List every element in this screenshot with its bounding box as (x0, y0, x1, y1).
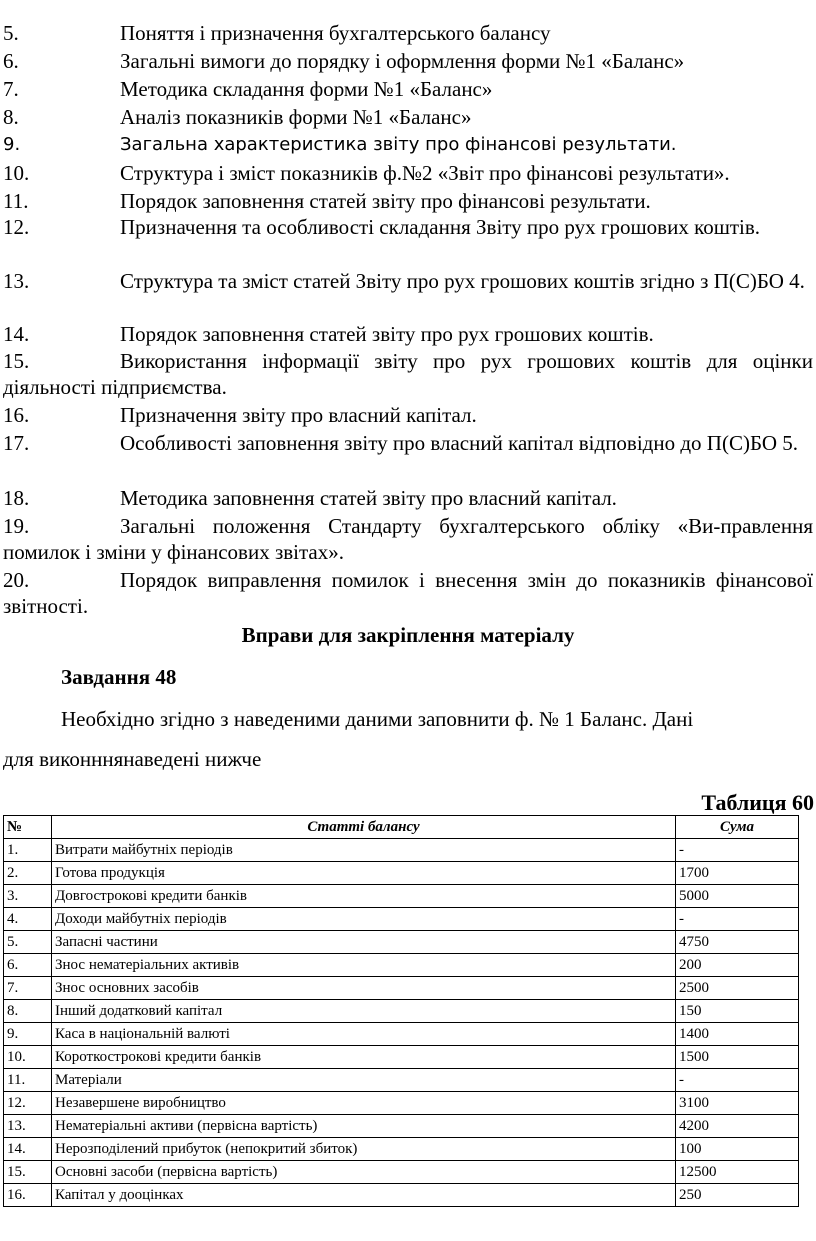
item-text: Загальні положення Стандарту бухгалтерського обліку «Ви-правлення помилок і зміни у фінансових звітах». (3, 514, 813, 564)
item-text: Методика заповнення статей звіту про власний капітал. (120, 486, 617, 510)
list-item (3, 513, 813, 565)
row-item: Основні засоби (первісна вартість) (52, 1161, 676, 1184)
row-sum: 1700 (676, 862, 799, 885)
table-row (4, 1161, 799, 1184)
item-number: 11. (3, 189, 29, 213)
list-item (3, 321, 813, 347)
item-text: Методика складання форми №1 «Баланс» (120, 77, 493, 101)
row-sum: 1500 (676, 1046, 799, 1069)
row-item: Довгострокові кредити банків (52, 885, 676, 908)
item-text: Структура та зміст статей Звіту про рух грошових коштів згідно з П(С)БО 4. (120, 269, 805, 293)
row-item: Короткострокові кредити банків (52, 1046, 676, 1069)
row-item: Незавершене виробництво (52, 1092, 676, 1115)
row-item: Знос нематеріальних активів (52, 954, 676, 977)
table-row (4, 839, 799, 862)
table-row (4, 1092, 799, 1115)
table-row (4, 862, 799, 885)
item-text: Порядок заповнення статей звіту про фінансові результати. (120, 189, 651, 213)
table-row (4, 977, 799, 1000)
list-item (3, 160, 813, 186)
item-text: Структура і зміст показників ф.№2 «Звіт про фінансові результати». (120, 161, 730, 185)
list-item (3, 214, 813, 240)
row-num: 13. (4, 1115, 52, 1138)
item-number: 12. (3, 215, 30, 239)
item-text: Порядок виправлення помилок і внесення змін до показників фінансової звітності. (3, 568, 813, 618)
item-number: 15. (3, 349, 30, 373)
row-num: 6. (4, 954, 52, 977)
row-num: 5. (4, 931, 52, 954)
table-row (4, 1000, 799, 1023)
task-text-line: для виконннянаведені нижче (3, 747, 262, 771)
item-number: 14. (3, 322, 30, 346)
header-sum: Сума (676, 816, 799, 839)
item-text: Поняття і призначення бухгалтерського балансу (120, 21, 551, 45)
row-item: Готова продукція (52, 862, 676, 885)
item-text: Порядок заповнення статей звіту про рух грошових коштів. (120, 322, 654, 346)
row-item: Інший додатковий капітал (52, 1000, 676, 1023)
row-sum: 12500 (676, 1161, 799, 1184)
table-row (4, 908, 799, 931)
item-text: Особливості заповнення звіту про власний капітал відповідно до П(С)БО 5. (120, 431, 799, 455)
list-item (3, 430, 813, 456)
row-sum: - (676, 1069, 799, 1092)
section-heading: Вправи для закріплення матеріалу (241, 623, 575, 647)
row-num: 3. (4, 885, 52, 908)
row-item: Капітал у дооцінках (52, 1184, 676, 1207)
item-text: Загальна характеристика звіту про фінансові результати. (120, 134, 677, 155)
item-text: Призначення звіту про власний капітал. (120, 403, 477, 427)
row-item: Каса в національній валюті (52, 1023, 676, 1046)
balance-table (3, 815, 799, 1207)
row-sum: 100 (676, 1138, 799, 1161)
task-text-line: Необхідно згідно з наведеними даними заповнити ф. № 1 Баланс. Дані (61, 707, 694, 731)
row-sum: - (676, 839, 799, 862)
row-sum: - (676, 908, 799, 931)
table-row (4, 1184, 799, 1207)
row-item: Нерозподілений прибуток (непокритий збиток) (52, 1138, 676, 1161)
item-number: 13. (3, 269, 30, 293)
item-number: 18. (3, 486, 30, 510)
table-header-row (4, 816, 799, 839)
row-item: Знос основних засобів (52, 977, 676, 1000)
row-num: 7. (4, 977, 52, 1000)
row-item: Запасні частини (52, 931, 676, 954)
row-num: 10. (4, 1046, 52, 1069)
item-number: 16. (3, 403, 30, 427)
row-num: 14. (4, 1138, 52, 1161)
list-item (3, 348, 813, 400)
row-sum: 4200 (676, 1115, 799, 1138)
item-text: Аналіз показників форми №1 «Баланс» (120, 105, 472, 129)
row-sum: 200 (676, 954, 799, 977)
list-item (3, 188, 813, 214)
item-number: 9. (3, 134, 21, 155)
item-number: 8. (3, 105, 19, 129)
list-item (3, 104, 813, 130)
list-item (3, 132, 813, 158)
list-item (3, 48, 813, 74)
item-number: 5. (3, 21, 19, 45)
row-num: 11. (4, 1069, 52, 1092)
task-title: Завдання 48 (61, 665, 177, 689)
item-number: 19. (3, 514, 30, 538)
row-sum: 1400 (676, 1023, 799, 1046)
table-row (4, 1069, 799, 1092)
row-item: Доходи майбутніх періодів (52, 908, 676, 931)
table-row (4, 1115, 799, 1138)
row-sum: 3100 (676, 1092, 799, 1115)
row-item: Матеріали (52, 1069, 676, 1092)
list-item (3, 567, 813, 619)
table-row (4, 1046, 799, 1069)
item-text: Призначення та особливості складання Звіту про рух грошових коштів. (120, 215, 761, 239)
item-text: Використання інформації звіту про рух грошових коштів для оцінки діяльності підприємства. (3, 349, 813, 399)
item-number: 7. (3, 77, 19, 101)
list-item (3, 402, 813, 428)
table-row (4, 1138, 799, 1161)
list-item (3, 485, 813, 511)
header-item: Статті балансу (52, 816, 676, 839)
table-title: Таблиця 60 (701, 790, 814, 815)
row-num: 15. (4, 1161, 52, 1184)
row-num: 4. (4, 908, 52, 931)
item-text: Загальні вимоги до порядку і оформлення форми №1 «Баланс» (120, 49, 685, 73)
row-sum: 5000 (676, 885, 799, 908)
table-row (4, 931, 799, 954)
list-item (3, 76, 813, 102)
item-number: 10. (3, 161, 30, 185)
row-num: 1. (4, 839, 52, 862)
list-item (3, 20, 813, 46)
row-sum: 2500 (676, 977, 799, 1000)
row-sum: 150 (676, 1000, 799, 1023)
item-number: 17. (3, 431, 30, 455)
row-item: Витрати майбутніх періодів (52, 839, 676, 862)
row-sum: 250 (676, 1184, 799, 1207)
row-num: 9. (4, 1023, 52, 1046)
row-num: 8. (4, 1000, 52, 1023)
item-number: 6. (3, 49, 19, 73)
item-number: 20. (3, 568, 30, 592)
row-num: 12. (4, 1092, 52, 1115)
row-item: Нематеріальні активи (первісна вартість) (52, 1115, 676, 1138)
table-row (4, 885, 799, 908)
row-sum: 4750 (676, 931, 799, 954)
header-num: № (4, 816, 52, 839)
table-row (4, 1023, 799, 1046)
row-num: 16. (4, 1184, 52, 1207)
table-row (4, 954, 799, 977)
row-num: 2. (4, 862, 52, 885)
list-item (3, 268, 813, 294)
